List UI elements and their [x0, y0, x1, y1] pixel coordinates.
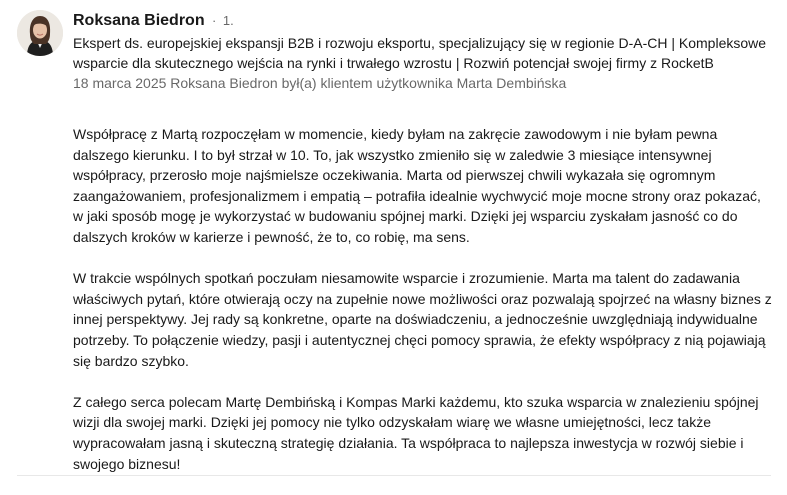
recommendation-paragraph: Współpracę z Martą rozpoczęłam w momencie, kiedy byłam na zakręcie zawodowym i nie byłam pewna dalszego kierunku. I to był strzał w 10. To, jak wszystko zmieniło się w zaledwie 3 miesiące intensywnej współpracy, przerosło moje najśmielsze oczekiwania. Marta od pierwszej chwili wykazała się ogromnym zaangażowaniem, profesjonalizmem i empatią – potrafiła idealnie wychwycić moje mocne strony oraz pokazać, w jaki sposób mogę je wykorzystać w budowaniu spójnej marki. Dzięki jej wsparciu zyskałam jasność co do dalszych kroków w karierze i pewność, że to, co robię, ma sens. [73, 126, 761, 245]
author-avatar[interactable] [17, 10, 63, 56]
degree-separator: · [212, 13, 217, 28]
author-name-line [73, 10, 773, 32]
avatar-photo-icon [17, 10, 63, 56]
recommendation-paragraph: Z całego serca polecam Martę Dembińską i Kompas Marki każdemu, kto szuka wsparcia w znalezieniu spójnej wizji dla swojej marki. Dzięki jej pomocy nie tylko odzyskałam wiarę we własne umiejętności, lecz także wypracowałam jasną i skuteczną strategię działania. Ta współpraca to najlepsza inwestycja w rozwój siebie i swojego biznesu! [73, 393, 759, 472]
recommendation-text [73, 124, 773, 495]
author-header [73, 10, 773, 93]
recommendation-paragraph: W trakcie wspólnych spotkań poczułam niesamowite wsparcie i zrozumienie. Marta ma talent do zadawania właściwych pytań, które otwierają oczy na zupełnie nowe możliwości oraz pozwalają spojrzeć na własny biznes z innej perspektywy. Jej rady są konkretne, oparte na doświadczeniu, a jednocześnie uwzględniają indywidualne potrzeby. To połączenie wiedzy, pasji i autentycznej chęci pomocy sprawia, że efekty współpracy z nią pojawiają się bardzo szybko. [73, 270, 772, 369]
author-headline: Ekspert ds. europejskiej ekspansji B2B i rozwoju eksportu, specjalizujący się w regionie D-A-CH | Kompleksowe wsparcie dla skutecznego wejścia na rynki i trwałego wzrostu | Rozwiń potencjał swojej firmy z RocketB [73, 35, 767, 71]
divider [17, 475, 771, 476]
author-name-link[interactable]: Roksana Biedron [73, 12, 205, 29]
connection-degree: 1. [222, 13, 234, 28]
recommendation-meta: 18 marca 2025 Roksana Biedron był(a) klientem użytkownika Marta Dembińska [73, 75, 567, 91]
